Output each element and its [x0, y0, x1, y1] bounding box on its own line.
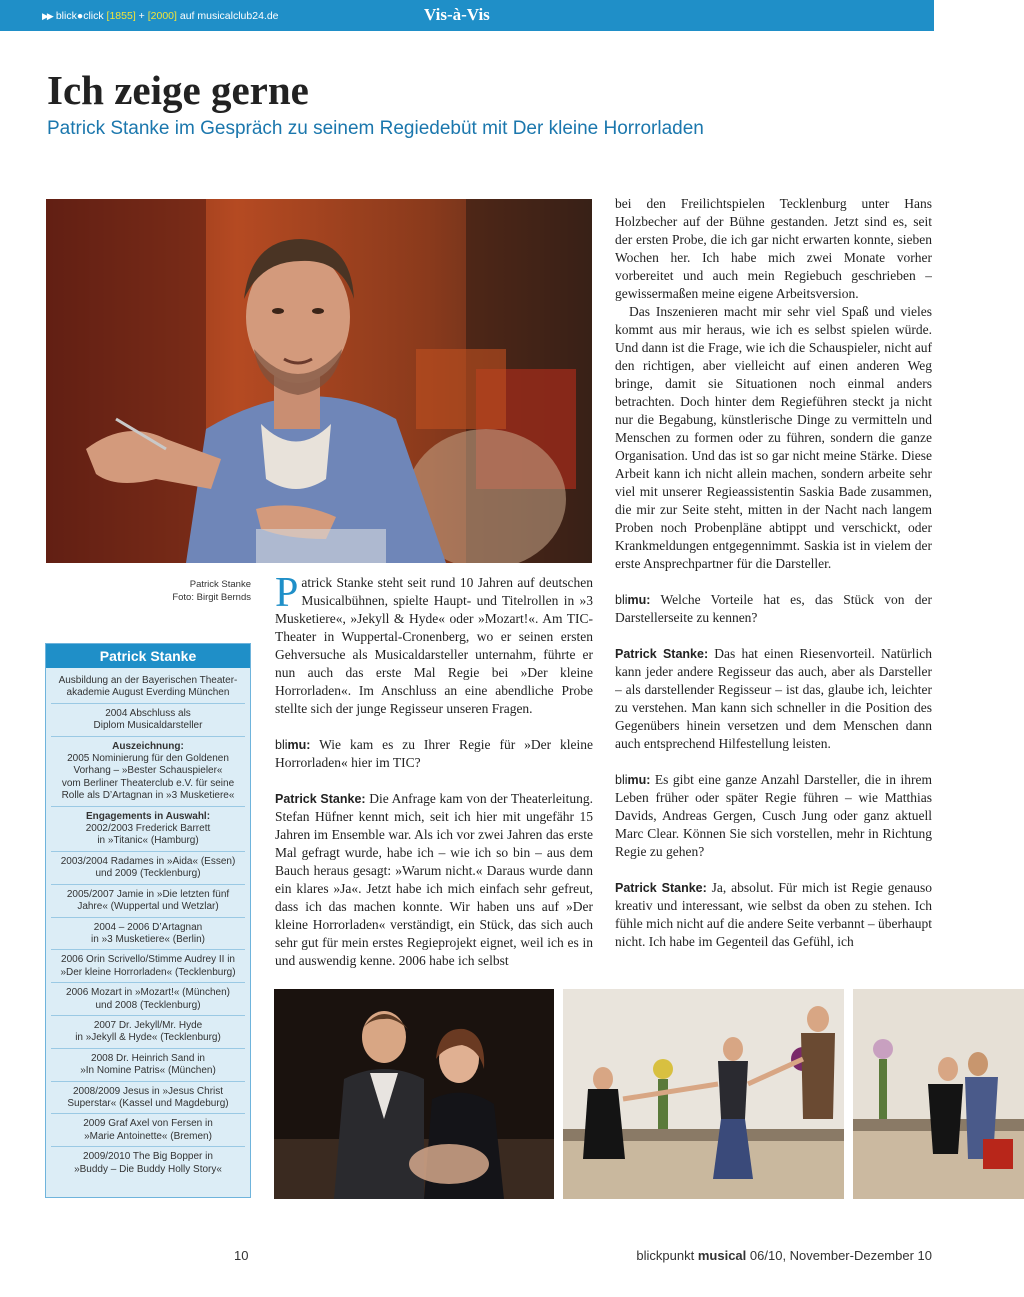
bio-entry: 2008 Dr. Heinrich Sand in »In Nomine Patris« (München): [51, 1049, 245, 1082]
article-column-right: [615, 195, 932, 970]
biography-entries: [46, 668, 250, 1179]
code-2000: [2000]: [147, 10, 177, 22]
article-intro: Patrick Stanke steht seit rund 10 Jahren auf deutschen Musicalbühnen, spielte Haupt- und Titelrollen in »3 Musketiere«, »Jekyll & Hyde« oder »Mozart!«. Am TIC-Theater in Wuppertal-Cronenberg, wo er seinen ersten Gehversuche als Musicaldarsteller unternahm, führte er nun auch das erste Mal Regie bei »Der kleine Horrorladen«. Im Anschluss an eine abendliche Probe stellte sich der junge Regisseur unseren Fragen.: [275, 574, 593, 716]
bio-entry: 2009/2010 The Big Bopper in »Buddy – Die Buddy Holly Story«: [74, 1151, 222, 1175]
topbar-reference: [42, 10, 279, 22]
dot-icon: ●: [76, 10, 84, 22]
question-1: blimu: Wie kam es zu Ihrer Regie für »Der kleine Horrorladen« hier im TIC?: [275, 737, 593, 770]
answer-1-continued: bei den Freilichtspielen Tecklenburg unter Hans Holzbecher auf der Bühne gestanden. Jetzt sind es, seit der ersten Probe, die ich gar nicht erwarten konnte, sieben Wochen her. Ich habe mich zwei Monate vorher vorbereitet und auch mein Regiebuch geschrieben – gewissermaßen meine eigene Arbeitsversion.: [615, 196, 932, 301]
bio-entry: 2004 – 2006 D’Artagnan in »3 Musketiere« (Berlin): [51, 918, 245, 951]
speaker-label: Patrick Stanke:: [275, 792, 366, 806]
article-headline: Ich zeige gerne: [47, 67, 309, 113]
brand-pre: blick: [55, 10, 77, 22]
question-2: blimu: Welche Vorteile hat es, das Stück von der Darstellerseite zu kennen?: [615, 592, 932, 625]
bio-entry: 2005/2007 Jamie in »Die letzten fünf Jahre« (Wuppertal und Wetzlar): [51, 885, 245, 918]
article-column-middle: [275, 574, 593, 970]
top-bar: [0, 0, 934, 31]
article-subheadline: Patrick Stanke im Gespräch zu seinem Regiedebüt mit Der kleine Horrorladen: [47, 118, 704, 139]
bio-entry: 2008/2009 Jesus in »Jesus Christ Superstar« (Kassel und Magdeburg): [51, 1082, 245, 1115]
site-link[interactable]: auf musicalclub24.de: [179, 10, 279, 22]
magazine-issue: blickpunkt musical 06/10, November-Dezember 10: [636, 1248, 932, 1263]
answer-3: Patrick Stanke: Ja, absolut. Für mich ist Regie genauso kreativ und interessant, wie selbst da oben zu stehen. Ich fühle mich nicht auf die andere Seite verbannt – überhaupt nicht. Ich habe im Gegenteil das Gefühl, ich: [615, 880, 932, 949]
answer-1-paragraph-2: Das Inszenieren macht mir sehr viel Spaß und vieles kommt aus mir heraus, wie ich es selbst spielen würde. Und dann ist die Frage, wie ich die Schauspieler, nicht auf den richtigen, aber vielleicht auf einen anderen Weg bringe, damit sie Situationen noch einmal anders betrachten. Doch hinter dem Regieführen steckt ja nicht nur die Begabung, künstlerische Dinge zu vermitteln und Menschen zu formen oder zu führen, sondern die ganze Organisation. Und das ist so gar nicht meine Stärke. Diese Arbeit kann ich nicht allein machen, sondern arbeite sehr viel mit unserer Regieassistentin Saskia Bade zusammen, die mir zur Seite steht, mitten in der Nacht nach langem Proben noch Probenpläne abtippt und verschickt, oder Krankmeldungen entgegennimmt. Saskia ist in vielem der erste Ansprechpartner für die Darsteller.: [615, 304, 932, 571]
rehearsal-photo-2: [563, 989, 844, 1199]
question-3: blimu: Es gibt eine ganze Anzahl Darsteller, die in ihrem Leben früher oder später Regie führen – wie Matthias Davids, Andreas Gergen, Cusch Jung oder ganz aktuell Marc Clear. Können Sie sich vorstellen, mehr in Richtung Regie zu gehen?: [615, 772, 932, 859]
plus-sign: +: [138, 10, 145, 22]
drop-cap: P: [275, 574, 299, 616]
bio-entry: 2006 Orin Scrivello/Stimme Audrey II in »Der kleine Horrorladen« (Tecklenburg): [51, 950, 245, 983]
portrait-photo: [46, 199, 592, 563]
blimu-logo: blimu:: [275, 738, 311, 752]
speaker-label: Patrick Stanke:: [615, 647, 709, 661]
blimu-logo: blimu:: [615, 773, 651, 787]
bio-entry: 2009 Graf Axel von Fersen in »Marie Antoinette« (Bremen): [51, 1114, 245, 1147]
rehearsal-photo-1: [274, 989, 554, 1199]
blimu-logo: blimu:: [615, 593, 651, 607]
bio-entry: 2007 Dr. Jekyll/Mr. Hyde in »Jekyll & Hyde« (Tecklenburg): [51, 1016, 245, 1049]
bio-entry: 2003/2004 Radames in »Aida« (Essen) und 2009 (Tecklenburg): [51, 852, 245, 885]
caption-name: Patrick Stanke: [189, 579, 251, 590]
biography-title: Patrick Stanke: [46, 644, 250, 668]
page-number: 10: [234, 1248, 249, 1263]
speaker-label: Patrick Stanke:: [615, 881, 707, 895]
answer-2: Patrick Stanke: Das hat einen Riesenvorteil. Natürlich kann jeder andere Regisseur das auch, aber als Darsteller – als darstellender Regisseur – ist das, glaube ich, leichter zu verstehen. Man kann sich schneller in die Position des Gegenübers hinein versetzen und dem Menschen dann auch entsprechend Hilfestellung leisten.: [615, 646, 932, 751]
photo-caption: [120, 578, 251, 604]
bio-entry: Engagements in Auswahl: 2002/2003 Frederick Barrett in »Titanic« (Hamburg): [51, 807, 245, 852]
bio-entry: Auszeichnung: 2005 Nominierung für den Goldenen Vorhang – »Bester Schauspieler« vom Berliner Theaterclub e.V. für seine Rolle als D’Artagnan in »3 Musketiere«: [51, 737, 245, 807]
bio-entry: 2006 Mozart in »Mozart!« (München) und 2008 (Tecklenburg): [51, 983, 245, 1016]
rehearsal-photo-3: [853, 989, 1024, 1199]
code-1855: [1855]: [106, 10, 136, 22]
bio-entry: 2004 Abschluss als Diplom Musicaldarsteller: [51, 704, 245, 737]
answer-1: Patrick Stanke: Die Anfrage kam von der Theaterleitung. Stefan Hüfner kennt mich, seit ich hier mit ungefähr 15 Jahren im Ensemble war. Als ich vor zwei Jahren das erste Mal gefragt wurde, habe ich – wie ich so bin – aus dem Bauch heraus gesagt: »Warum nicht.« Daraus wurde dann ein klares »Ja«. Jetzt habe ich mich einfach sehr gefreut, dass ich das machen konnte. Wir haben uns auf »Der kleine Horrorladen« verständigt, ein Stück, das sich auch sehr gut für mein erstes Regieprojekt eignet, weil ich es in und auswendig kenne. 2006 habe ich selbst: [275, 791, 593, 968]
section-title: Vis-à-Vis: [424, 5, 490, 24]
double-arrow-icon: ▶▶: [42, 11, 52, 21]
bio-entry: Ausbildung an der Bayerischen Theater- akademie August Everding München: [51, 671, 245, 704]
biography-box: [45, 643, 251, 1198]
brand-post: click: [83, 10, 104, 22]
caption-credit: Foto: Birgit Bernds: [172, 592, 251, 603]
